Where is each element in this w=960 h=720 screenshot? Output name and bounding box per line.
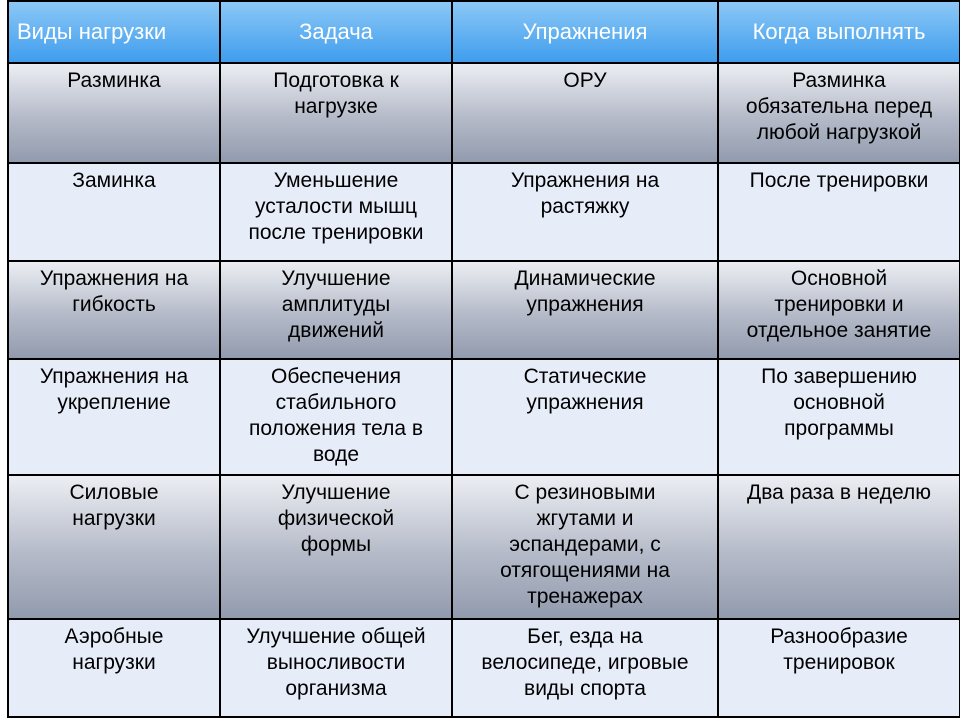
header-when: Когда выполнять (718, 1, 960, 63)
cell-when: Основной тренировки и отдельное занятие (718, 261, 960, 359)
cell-load-type: Силовые нагрузки (8, 475, 220, 619)
cell-task: Улучшение общей выносливости организма (220, 619, 452, 717)
cell-when: Разнообразие тренировок (718, 619, 960, 717)
header-row (8, 1, 960, 63)
cell-load-type: Аэробные нагрузки (8, 619, 220, 717)
cell-when: После тренировки (718, 163, 960, 261)
cell-exercises: Динамические упражнения (452, 261, 718, 359)
cell-when: Разминка обязательна перед любой нагрузкой (718, 63, 960, 163)
cell-exercises: ОРУ (452, 63, 718, 163)
table-row (8, 619, 960, 717)
cell-when: Два раза в неделю (718, 475, 960, 619)
cell-task: Уменьшение усталости мышц после тренировки (220, 163, 452, 261)
cell-when: По завершению основной программы (718, 359, 960, 475)
cell-exercises: С резиновыми жгутами и эспандерами, с отягощениями на тренажерах (452, 475, 718, 619)
table-row (8, 475, 960, 619)
cell-load-type: Разминка (8, 63, 220, 163)
cell-exercises: Бег, езда на велосипеде, игровые виды спорта (452, 619, 718, 717)
table-row (8, 163, 960, 261)
cell-task: Улучшение амплитуды движений (220, 261, 452, 359)
table-row (8, 261, 960, 359)
cell-load-type: Упражнения на укрепление (8, 359, 220, 475)
header-task: Задача (220, 1, 452, 63)
header-exercises: Упражнения (452, 1, 718, 63)
table-row (8, 359, 960, 475)
cell-load-type: Упражнения на гибкость (8, 261, 220, 359)
load-types-table (7, 0, 960, 718)
cell-exercises: Статические упражнения (452, 359, 718, 475)
cell-task: Улучшение физической формы (220, 475, 452, 619)
header-load-type: Виды нагрузки (8, 1, 220, 63)
table-row (8, 63, 960, 163)
cell-task: Обеспечения стабильного положения тела в воде (220, 359, 452, 475)
cell-exercises: Упражнения на растяжку (452, 163, 718, 261)
cell-load-type: Заминка (8, 163, 220, 261)
cell-task: Подготовка к нагрузке (220, 63, 452, 163)
